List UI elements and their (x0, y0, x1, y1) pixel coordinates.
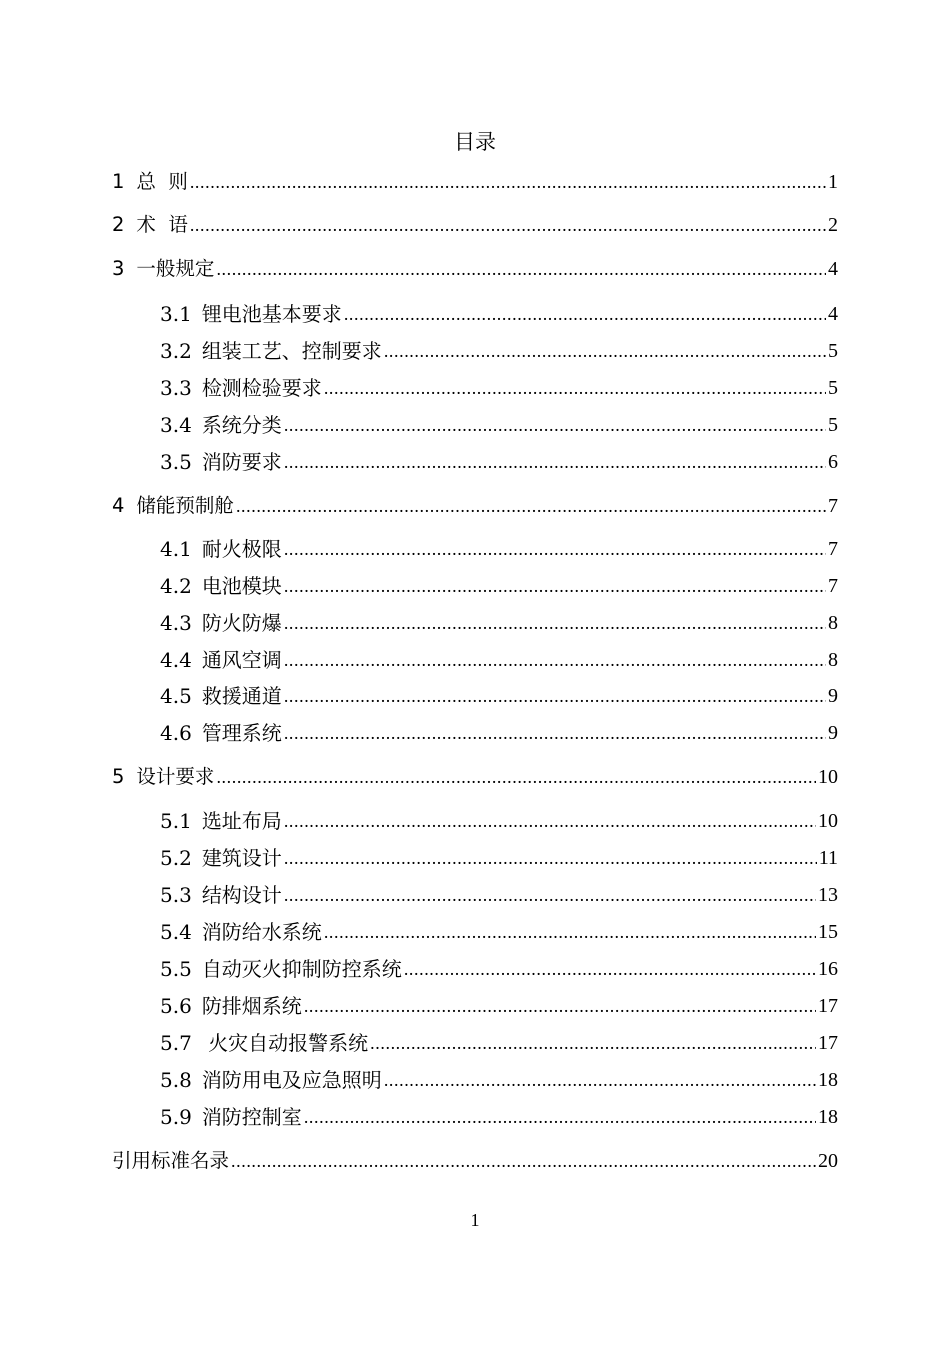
toc-entry-title: 通风空调 (201, 648, 282, 672)
toc-entry-page: 7 (828, 538, 838, 560)
toc-entry-page: 8 (828, 649, 838, 671)
toc-chapter-entry[interactable] (112, 492, 838, 520)
toc-entry-page: 17 (818, 1032, 838, 1054)
toc-entry-title: 选址布局 (201, 809, 282, 833)
toc-entry-page: 2 (828, 214, 838, 236)
toc-dot-leader (370, 1029, 816, 1057)
toc-entry-page: 16 (818, 958, 838, 980)
toc-section-entry[interactable] (112, 881, 838, 909)
toc-entry-title: 消防给水系统 (201, 920, 322, 944)
toc-entry-title: 消防控制室 (201, 1105, 302, 1129)
toc-section-entry[interactable] (112, 807, 838, 835)
toc-entry-number: 5.9 (160, 1105, 192, 1129)
toc-entry-title: 耐火极限 (201, 537, 282, 561)
toc-dot-leader (284, 572, 826, 600)
toc-dot-leader (324, 374, 826, 402)
toc-dot-leader (284, 646, 826, 674)
toc-section-entry[interactable] (112, 535, 838, 563)
toc-dot-leader (231, 1147, 816, 1175)
toc-entry-page: 5 (828, 377, 838, 399)
toc-entry-title: 系统分类 (201, 413, 282, 437)
toc-dot-leader (284, 411, 826, 439)
toc-entry-number: 4.3 (160, 611, 192, 635)
toc-entry-page: 20 (818, 1150, 838, 1172)
toc-entry-number: 2 (112, 213, 125, 236)
toc-entry-number: 4.6 (160, 721, 192, 745)
toc-entry-page: 7 (828, 575, 838, 597)
toc-entry-number: 5.8 (160, 1068, 192, 1092)
toc-entry-number: 5.1 (160, 809, 192, 833)
toc-entry-title: 救援通道 (201, 684, 282, 708)
toc-entry-number: 3.1 (160, 302, 192, 326)
toc-entry-number: 3.3 (160, 376, 192, 400)
toc-entry-page: 4 (828, 303, 838, 325)
toc-dot-leader (344, 300, 826, 328)
toc-entry-page: 9 (828, 685, 838, 707)
toc-entry-title: 总 则 (136, 170, 188, 193)
toc-section-entry[interactable] (112, 448, 838, 476)
toc-entry-number: 3 (112, 257, 125, 280)
toc-entry-page: 18 (818, 1069, 838, 1091)
toc-entry-number: 5.4 (160, 920, 192, 944)
toc-section-entry[interactable] (112, 572, 838, 600)
toc-chapter-entry[interactable] (112, 1147, 838, 1175)
toc-entry-number: 4.1 (160, 537, 192, 561)
toc-section-entry[interactable] (112, 609, 838, 637)
toc-entry-number: 5.7 (160, 1031, 192, 1055)
toc-section-entry[interactable] (112, 844, 838, 872)
toc-entry-page: 11 (818, 847, 838, 869)
toc-entry-title: 结构设计 (201, 883, 282, 907)
toc-dot-leader (284, 682, 826, 710)
toc-dot-leader (384, 1066, 816, 1094)
toc-section-entry[interactable] (112, 992, 838, 1020)
toc-section-entry[interactable] (112, 918, 838, 946)
toc-entry-title: 组装工艺、控制要求 (201, 339, 382, 363)
toc-entry-title: 储能预制舱 (136, 494, 234, 517)
toc-entry-title: 防排烟系统 (201, 994, 302, 1018)
toc-section-entry[interactable] (112, 300, 838, 328)
toc-section-entry[interactable] (112, 955, 838, 983)
toc-dot-leader (284, 719, 826, 747)
toc-entry-number: 4.5 (160, 684, 192, 708)
toc-entry-title: 设计要求 (136, 765, 215, 788)
toc-entry-number: 5.5 (160, 957, 192, 981)
toc-dot-leader (284, 609, 826, 637)
toc-dot-leader (284, 535, 826, 563)
page-number: 1 (470, 1210, 480, 1230)
toc-dot-leader (404, 955, 816, 983)
toc-dot-leader (190, 168, 826, 196)
toc-chapter-entry[interactable] (112, 763, 838, 791)
toc-title: 目录 (454, 130, 496, 154)
toc-section-entry[interactable] (112, 411, 838, 439)
toc-entry-page: 18 (818, 1106, 838, 1128)
toc-entry-page: 9 (828, 722, 838, 744)
toc-chapter-entry[interactable] (112, 168, 838, 196)
toc-entry-title: 电池模块 (201, 574, 282, 598)
toc-entry-number: 5.6 (160, 994, 192, 1018)
toc-entry-number: 5.2 (160, 846, 192, 870)
toc-dot-leader (236, 492, 826, 520)
toc-entry-page: 6 (828, 451, 838, 473)
toc-entry-number: 5.3 (160, 883, 192, 907)
toc-entry-title: 管理系统 (201, 721, 282, 745)
toc-entry-page: 13 (818, 884, 838, 906)
toc-entry-number: 4 (112, 494, 125, 517)
toc-section-entry[interactable] (112, 374, 838, 402)
toc-entry-page: 5 (828, 414, 838, 436)
toc-entry-page: 10 (818, 810, 838, 832)
toc-section-entry[interactable] (112, 646, 838, 674)
toc-entry-page: 8 (828, 612, 838, 634)
toc-entry-number: 1 (112, 170, 125, 193)
toc-entry-number: 3.4 (160, 413, 192, 437)
toc-dot-leader (190, 211, 826, 239)
toc-entry-title: 术 语 (136, 213, 188, 236)
toc-section-entry[interactable] (112, 682, 838, 710)
toc-dot-leader (384, 337, 826, 365)
toc-entry-page: 5 (828, 340, 838, 362)
toc-dot-leader (304, 992, 816, 1020)
toc-section-entry[interactable] (112, 1029, 838, 1057)
toc-entry-page: 15 (818, 921, 838, 943)
toc-entry-title: 一般规定 (136, 257, 215, 280)
toc-entry-title: 检测检验要求 (201, 376, 322, 400)
toc-entry-title: 引用标准名录 (112, 1149, 230, 1172)
toc-entry-title: 防火防爆 (201, 611, 282, 635)
toc-entry-title: 消防用电及应急照明 (201, 1068, 382, 1092)
toc-entry-number: 3.5 (160, 450, 192, 474)
toc-entry-title: 锂电池基本要求 (201, 302, 342, 326)
toc-entry-number: 4.4 (160, 648, 192, 672)
toc-entry-page: 4 (828, 258, 838, 280)
toc-dot-leader (324, 918, 816, 946)
toc-section-entry[interactable] (112, 719, 838, 747)
toc-dot-leader (284, 881, 816, 909)
toc-entry-number: 5 (112, 765, 125, 788)
toc-entry-page: 1 (828, 171, 838, 193)
toc-dot-leader (284, 807, 816, 835)
toc-dot-leader (216, 763, 816, 791)
toc-chapter-entry[interactable] (112, 255, 838, 283)
toc-dot-leader (284, 448, 826, 476)
toc-entry-title: 自动灭火抑制防控系统 (201, 957, 402, 981)
toc-entry-number: 4.2 (160, 574, 192, 598)
toc-entry-page: 10 (818, 766, 838, 788)
toc-entry-page: 7 (828, 495, 838, 517)
toc-chapter-entry[interactable] (112, 211, 838, 239)
toc-dot-leader (284, 844, 817, 872)
toc-entry-page: 17 (818, 995, 838, 1017)
toc-section-entry[interactable] (112, 1103, 838, 1131)
toc-entry-title: 建筑设计 (201, 846, 282, 870)
toc-section-entry[interactable] (112, 337, 838, 365)
toc-section-entry[interactable] (112, 1066, 838, 1094)
toc-dot-leader (304, 1103, 816, 1131)
toc-dot-leader (216, 255, 826, 283)
toc-entry-title: 消防要求 (201, 450, 282, 474)
toc-entry-title: 火灾自动报警系统 (201, 1031, 369, 1055)
toc-entry-number: 3.2 (160, 339, 192, 363)
